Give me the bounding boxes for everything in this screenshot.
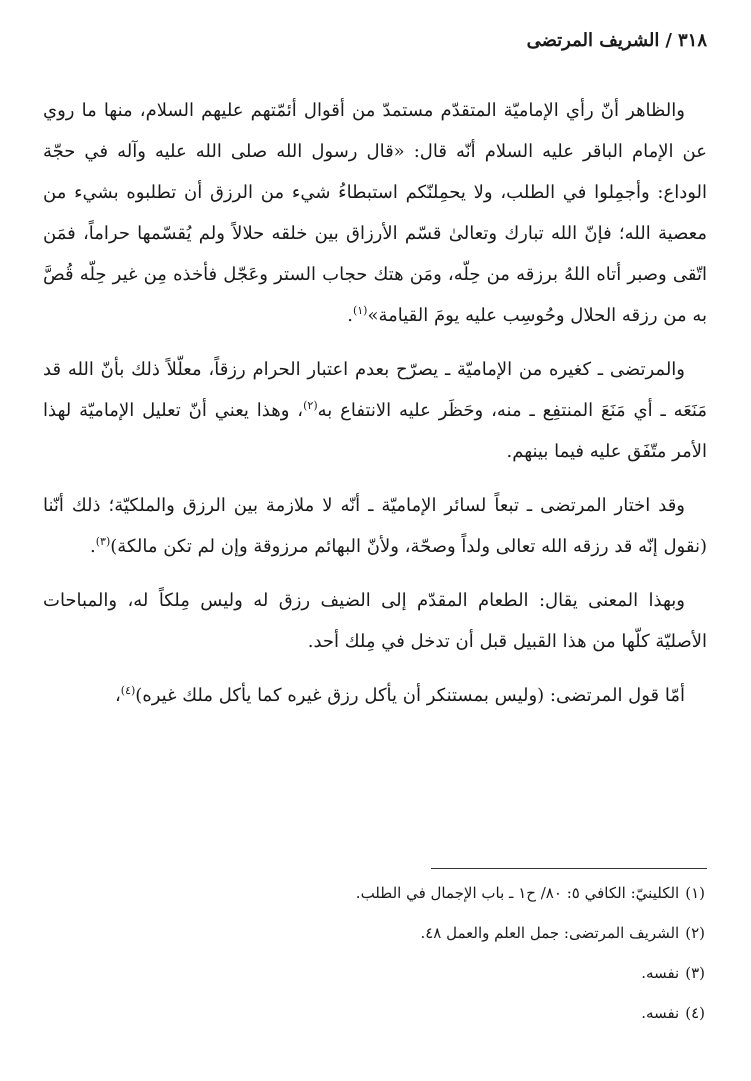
footnote-text: نفسه.: [641, 964, 680, 982]
paragraph: [43, 90, 707, 336]
footnotes: [45, 882, 705, 1042]
footnote-number: (٢): [685, 924, 705, 942]
footnote-text: نفسه.: [641, 1004, 680, 1022]
footnote-ref: (٢): [303, 399, 318, 412]
footnote-item: [45, 962, 705, 984]
footnote-number: (١): [685, 884, 705, 902]
footnote-ref: (٤): [120, 684, 136, 697]
paragraph: [43, 485, 707, 567]
main-text: [43, 90, 707, 729]
footnote-number: (٣): [685, 964, 705, 982]
paragraph-text: والظاهر أنّ رأي الإماميّة المتقدّم مستمدّ من أقوال أئمّتهم عليهم السلام، منها ما روي عن الإمام الباقر عليه السلام أنّه قال: «قال رسول الله صلى الله عليه وآله في حجّة الوداع: وأجمِلوا في الطلب، ولا يحمِلنّكم استبطاءُ شيء من الرزق أن تطلبوه بشيء من معصية الله؛ فإنّ الله تبارك وتعالىٰ قسّم الأرزاق بين خلقه حلالاً ولم يُقسّمها حراماً، فمَن اتّقى وصبر أتاه اللهُ برزقه من حِلّه، ومَن هتك حجاب الستر وعَجّل فأخذه مِن غير حِلّه قُصَّ به من رزقه الحلال وحُوسِب عليه يومَ القيامة»: [43, 100, 707, 326]
book-title: الشريف المرتضى: [526, 30, 660, 51]
footnote-text: الكلينيّ: الكافي ٥: ٨٠/ ح١ ـ باب الإجمال في الطلب.: [355, 884, 680, 902]
paragraph-text: وقد اختار المرتضى ـ تبعاً لسائر الإماميّة ـ أنّه لا ملازمة بين الرزق والملكيّة؛ ذلك أنّنا (نقول إنّه قد رزقه الله تعالى ولداً وصحّة، ولأنّ البهائم مرزوقة وإن لم تكن مالكة): [43, 495, 707, 557]
paragraph: [43, 349, 707, 472]
paragraph-text: وبهذا المعنى يقال: الطعام المقدّم إلى الضيف رزق له وليس مِلكاً له، والمباحات الأصليّة كلّها من هذا القبيل قبل أن تدخل في مِلك أحد.: [43, 590, 707, 652]
footnote-item: [45, 922, 705, 944]
paragraph-tail: .: [90, 536, 96, 557]
footnote-divider: [431, 868, 707, 869]
footnote-ref: (٣): [95, 535, 111, 548]
paragraph-tail: .: [347, 305, 353, 326]
footnote-text: الشريف المرتضى: جمل العلم والعمل ٤٨.: [420, 924, 680, 942]
paragraph: [43, 580, 707, 662]
paragraph-tail: ، وهذا يعني أنّ تعليل الإماميّة لهذا الأمر متّفَق عليه فيما بينهم.: [43, 400, 707, 462]
footnote-ref: (١): [352, 304, 368, 317]
footnote-number: (٤): [685, 1004, 705, 1022]
page-number: ٣١٨: [677, 30, 707, 51]
paragraph-tail: ،: [114, 685, 121, 706]
paragraph: [43, 675, 707, 716]
paragraph-text: أمّا قول المرتضى: (وليس بمستنكر أن يأكل رزق غيره كما يأكل ملك غيره): [135, 685, 685, 706]
footnote-item: [45, 1002, 705, 1024]
header-separator: /: [665, 30, 672, 51]
running-header: [527, 30, 707, 51]
paragraph-text: والمرتضى ـ كغيره من الإماميّة ـ يصرّح بعدم اعتبار الحرام رزقاً، معلّلاً ذلك بأنّ الله قد مَنَعَه ـ أي مَنَعَ المنتفِع ـ منه، وحَظَر عليه الانتفاع به: [43, 359, 707, 421]
footnote-item: [45, 882, 705, 904]
